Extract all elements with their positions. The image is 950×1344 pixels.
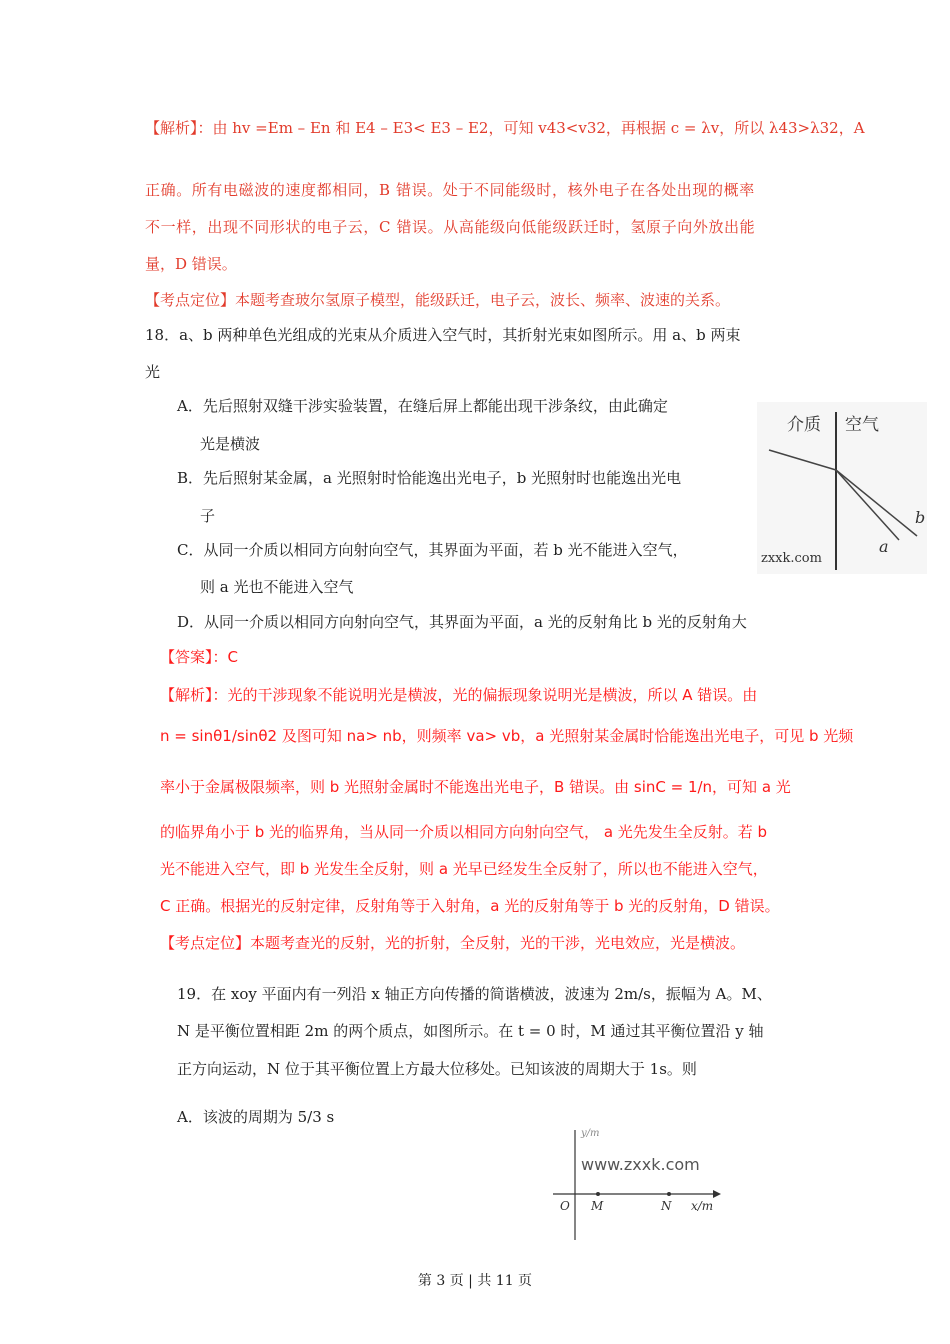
q18-option-b: B．先后照射某金属，a 光照射时恰能逸出光电子，b 光照射时也能逸出光电 [177, 469, 682, 487]
origin-label: O [560, 1199, 570, 1213]
q18-stem: 18．a、b 两种单色光组成的光束从介质进入空气时，其折射光束如图所示。用 a、b 两束 [145, 326, 741, 344]
q18-analysis-line: 率小于金属极限频率，则 b 光照射金属时不能逸出光电子，B 错误。由 sinC = 1/n，可知 a 光 [160, 778, 791, 796]
q17-analysis-line: 正确。所有电磁波的速度都相同，B 错误。处于不同能级时，核外电子在各处出现的概率 [145, 181, 755, 199]
x-axis-label: x/m [691, 1199, 714, 1213]
q17-analysis-line: 量，D 错误。 [145, 255, 237, 273]
q18-analysis-line: C 正确。根据光的反射定律，反射角等于入射角，a 光的反射角等于 b 光的反射角，D 错误。 [160, 897, 780, 915]
q18-analysis-line: 光不能进入空气，即 b 光发生全反射，则 a 光早已经发生全反射了，所以也不能进入空气， [160, 860, 768, 878]
refraction-figure [757, 402, 927, 574]
y-axis-label: y/m [581, 1128, 600, 1139]
q19-stem: 正方向运动，N 位于其平衡位置上方最大位移处。已知该波的周期大于 1s。则 [177, 1060, 697, 1078]
q19-stem: N 是平衡位置相距 2m 的两个质点，如图所示。在 t = 0 时，M 通过其平衡位置沿 y 轴 [177, 1022, 764, 1040]
figure-watermark: zxxk.com [761, 551, 822, 566]
q17-analysis-line: 【解析】：由 hv =Em – En 和 E4 – E3< E3 – E2，可知 v43<v32，再根据 c = λv，所以 λ43>λ32，A [145, 119, 865, 137]
figure-label-air: 空气 [845, 415, 879, 435]
ray-a-label: a [879, 537, 889, 556]
figure-watermark: www.zxxk.com [581, 1155, 700, 1174]
q18-analysis-line: n = sinθ1/sinθ2 及图可知 na> nb，则频率 va> vb，a 光照射某金属时恰能逸出光电子，可见 b 光频 [160, 727, 854, 745]
wave-figure [545, 1122, 725, 1242]
q18-analysis-line: 【解析】：光的干涉现象不能说明光是横波，光的偏振现象说明光是横波，所以 A 错误。由 [160, 686, 758, 704]
q18-stem: 光 [145, 363, 161, 381]
q17-knowledge-point: 【考点定位】本题考查玻尔氢原子模型，能级跃迁，电子云，波长、频率、波速的关系。 [145, 291, 731, 309]
q18-option-a: A．先后照射双缝干涉实验装置，在缝后屏上都能出现干涉条纹，由此确定 [177, 397, 668, 415]
point-m-label: M [591, 1199, 604, 1213]
q19-stem: 19．在 xoy 平面内有一列沿 x 轴正方向传播的简谐横波，波速为 2m/s，振幅为 A。M、 [177, 985, 772, 1003]
figure-label-medium: 介质 [787, 415, 821, 435]
q18-option-a: 光是横波 [200, 435, 261, 453]
ray-b-label: b [915, 508, 926, 527]
q18-option-d: D．从同一介质以相同方向射向空气，其界面为平面，a 光的反射角比 b 光的反射角大 [177, 613, 747, 631]
point-n-label: N [661, 1199, 672, 1213]
page-footer: 第 3 页 | 共 11 页 [417, 1273, 533, 1289]
q18-analysis-line: 的临界角小于 b 光的临界角，当从同一介质以相同方向射向空气， a 光先发生全反射。若 b [160, 823, 768, 841]
q19-option-a: A．该波的周期为 5/3 s [177, 1108, 335, 1126]
q18-option-b: 子 [200, 507, 216, 525]
q18-answer: 【答案】：C [160, 648, 238, 666]
q18-option-c: 则 a 光也不能进入空气 [200, 578, 354, 596]
q18-option-c: C．从同一介质以相同方向射向空气，其界面为平面，若 b 光不能进入空气， [177, 541, 688, 559]
q17-analysis-line: 不一样，出现不同形状的电子云，C 错误。从高能级向低能级跃迁时，氢原子向外放出能 [145, 218, 756, 236]
q18-knowledge-point: 【考点定位】本题考查光的反射，光的折射，全反射，光的干涉，光电效应，光是横波。 [160, 934, 746, 952]
